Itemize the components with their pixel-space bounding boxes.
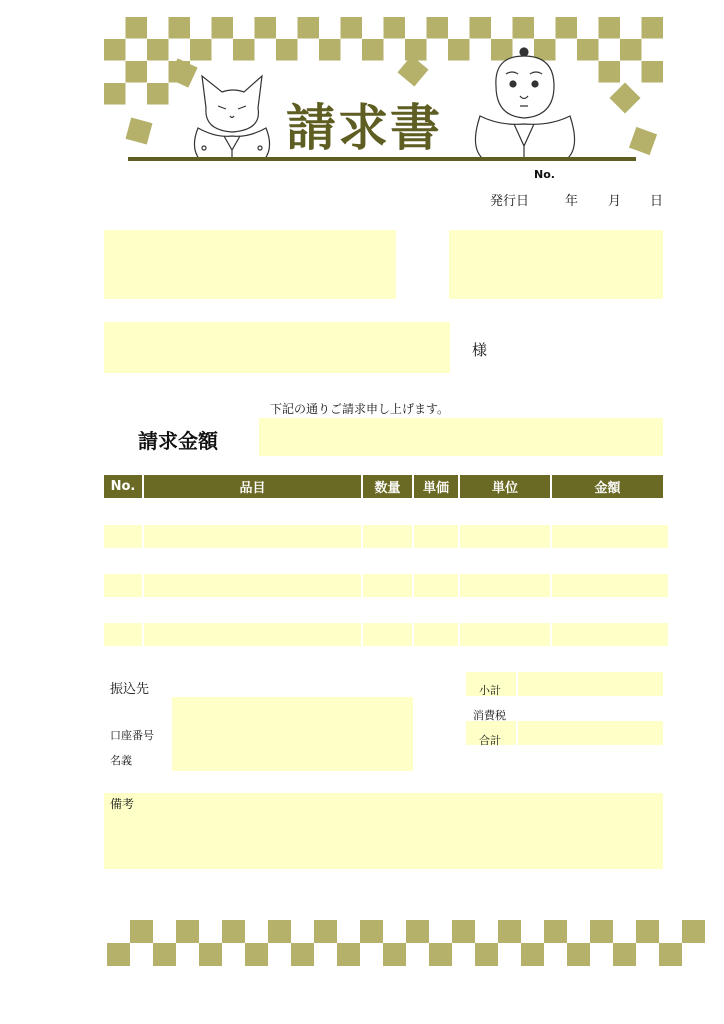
table-cell[interactable] xyxy=(460,549,550,572)
table-cell[interactable] xyxy=(363,500,412,523)
checker-square xyxy=(147,83,169,105)
checker-square xyxy=(599,17,621,39)
checker-square xyxy=(126,61,148,83)
checker-square xyxy=(620,39,642,61)
checker-square xyxy=(126,17,148,39)
checker-square xyxy=(513,17,535,39)
bank-info-field[interactable] xyxy=(172,697,413,771)
checker-square xyxy=(341,17,363,39)
checker-square xyxy=(636,920,659,943)
year-label: 年 xyxy=(565,194,579,209)
checker-square xyxy=(475,943,498,966)
page-title: 請求書 xyxy=(286,99,442,157)
amount-field[interactable] xyxy=(259,418,663,456)
table-cell[interactable] xyxy=(144,574,361,597)
checker-square xyxy=(319,39,341,61)
checker-square xyxy=(212,17,234,39)
checker-square xyxy=(314,920,337,943)
table-cell[interactable] xyxy=(363,623,412,646)
table-cell[interactable] xyxy=(552,574,668,597)
account-name-label: 名義 xyxy=(110,754,132,767)
notes-label: 備考 xyxy=(110,797,135,811)
checker-square xyxy=(642,17,664,39)
seal-area-field[interactable] xyxy=(449,230,663,299)
checker-square xyxy=(682,920,705,943)
checker-square xyxy=(362,39,384,61)
table-cell[interactable] xyxy=(414,598,458,621)
table-cell[interactable] xyxy=(552,598,668,621)
checker-square xyxy=(169,17,191,39)
title-underline xyxy=(128,157,636,161)
table-cell[interactable] xyxy=(414,525,458,548)
checker-square xyxy=(599,61,621,83)
checker-square xyxy=(360,920,383,943)
checker-square xyxy=(556,17,578,39)
sender-info-field[interactable] xyxy=(104,230,396,299)
table-cell[interactable] xyxy=(552,623,668,646)
checker-square xyxy=(383,943,406,966)
checker-square xyxy=(659,943,682,966)
checker-square xyxy=(384,17,406,39)
month-label: 月 xyxy=(608,194,622,209)
notes-field[interactable] xyxy=(104,793,663,869)
table-cell[interactable] xyxy=(104,598,142,621)
col-header-no: No. xyxy=(104,475,142,498)
checker-square xyxy=(448,39,470,61)
checker-square xyxy=(629,127,657,155)
checker-square xyxy=(176,920,199,943)
table-cell[interactable] xyxy=(363,574,412,597)
checker-square xyxy=(577,39,599,61)
checker-square xyxy=(291,943,314,966)
col-header-qty: 数量 xyxy=(363,475,412,498)
checker-square xyxy=(190,39,212,61)
checker-square xyxy=(222,920,245,943)
table-cell[interactable] xyxy=(363,598,412,621)
table-cell[interactable] xyxy=(414,500,458,523)
tax-label: 消費税 xyxy=(473,709,506,722)
checker-square xyxy=(521,943,544,966)
table-cell[interactable] xyxy=(104,549,142,572)
checker-square xyxy=(590,920,613,943)
checker-square xyxy=(429,943,452,966)
checker-square xyxy=(544,920,567,943)
checker-square xyxy=(427,17,449,39)
checker-square xyxy=(130,920,153,943)
lucky-cat-illustration xyxy=(188,68,278,164)
day-label: 日 xyxy=(650,194,664,209)
table-cell[interactable] xyxy=(144,525,361,548)
table-cell[interactable] xyxy=(414,574,458,597)
checker-square xyxy=(147,39,169,61)
table-cell[interactable] xyxy=(414,623,458,646)
checker-square xyxy=(126,118,153,145)
checker-square xyxy=(642,61,664,83)
table-cell[interactable] xyxy=(144,598,361,621)
account-number-label: 口座番号 xyxy=(110,729,154,742)
table-cell[interactable] xyxy=(144,549,361,572)
col-header-item: 品目 xyxy=(144,475,361,498)
table-cell[interactable] xyxy=(460,525,550,548)
checker-square xyxy=(104,39,126,61)
checker-square xyxy=(337,943,360,966)
greeting-text: 下記の通りご請求申し上げます。 xyxy=(270,402,450,416)
subtotal-label: 小計 xyxy=(479,684,501,697)
checker-square xyxy=(567,943,590,966)
checker-square xyxy=(255,17,277,39)
table-cell[interactable] xyxy=(460,500,550,523)
table-cell[interactable] xyxy=(144,500,361,523)
col-header-unit-price: 単価 xyxy=(414,475,458,498)
table-cell[interactable] xyxy=(414,549,458,572)
recipient-name-field[interactable] xyxy=(104,322,450,373)
total-field[interactable] xyxy=(518,721,663,745)
total-label: 合計 xyxy=(479,734,501,747)
checker-square xyxy=(498,920,521,943)
checker-square xyxy=(452,920,475,943)
table-cell[interactable] xyxy=(460,574,550,597)
subtotal-field[interactable] xyxy=(518,672,663,696)
table-cell[interactable] xyxy=(460,623,550,646)
recipient-suffix: 様 xyxy=(472,341,488,359)
table-cell[interactable] xyxy=(104,500,142,523)
checker-square xyxy=(153,943,176,966)
checker-square xyxy=(609,82,640,113)
checker-square xyxy=(233,39,255,61)
amount-label: 請求金額 xyxy=(138,429,218,453)
table-cell[interactable] xyxy=(363,525,412,548)
checker-square xyxy=(405,39,427,61)
checker-square xyxy=(268,920,291,943)
table-cell[interactable] xyxy=(552,549,668,572)
table-cell[interactable] xyxy=(104,525,142,548)
checker-square xyxy=(107,943,130,966)
invoice-number-label: No. xyxy=(534,168,555,181)
checker-square xyxy=(406,920,429,943)
checker-square xyxy=(470,17,492,39)
checker-square xyxy=(104,83,126,105)
table-cell[interactable] xyxy=(552,500,668,523)
checker-square xyxy=(613,943,636,966)
bank-label: 振込先 xyxy=(110,682,150,697)
checker-square xyxy=(245,943,268,966)
table-cell[interactable] xyxy=(552,525,668,548)
checker-square xyxy=(298,17,320,39)
table-cell[interactable] xyxy=(104,623,142,646)
table-cell[interactable] xyxy=(104,574,142,597)
checker-square xyxy=(276,39,298,61)
table-cell[interactable] xyxy=(363,549,412,572)
merchant-illustration xyxy=(470,46,580,164)
col-header-amount: 金額 xyxy=(552,475,663,498)
issue-date-label: 発行日 xyxy=(490,194,530,209)
table-cell[interactable] xyxy=(460,598,550,621)
checker-square xyxy=(199,943,222,966)
table-cell[interactable] xyxy=(144,623,361,646)
col-header-unit: 単位 xyxy=(460,475,550,498)
